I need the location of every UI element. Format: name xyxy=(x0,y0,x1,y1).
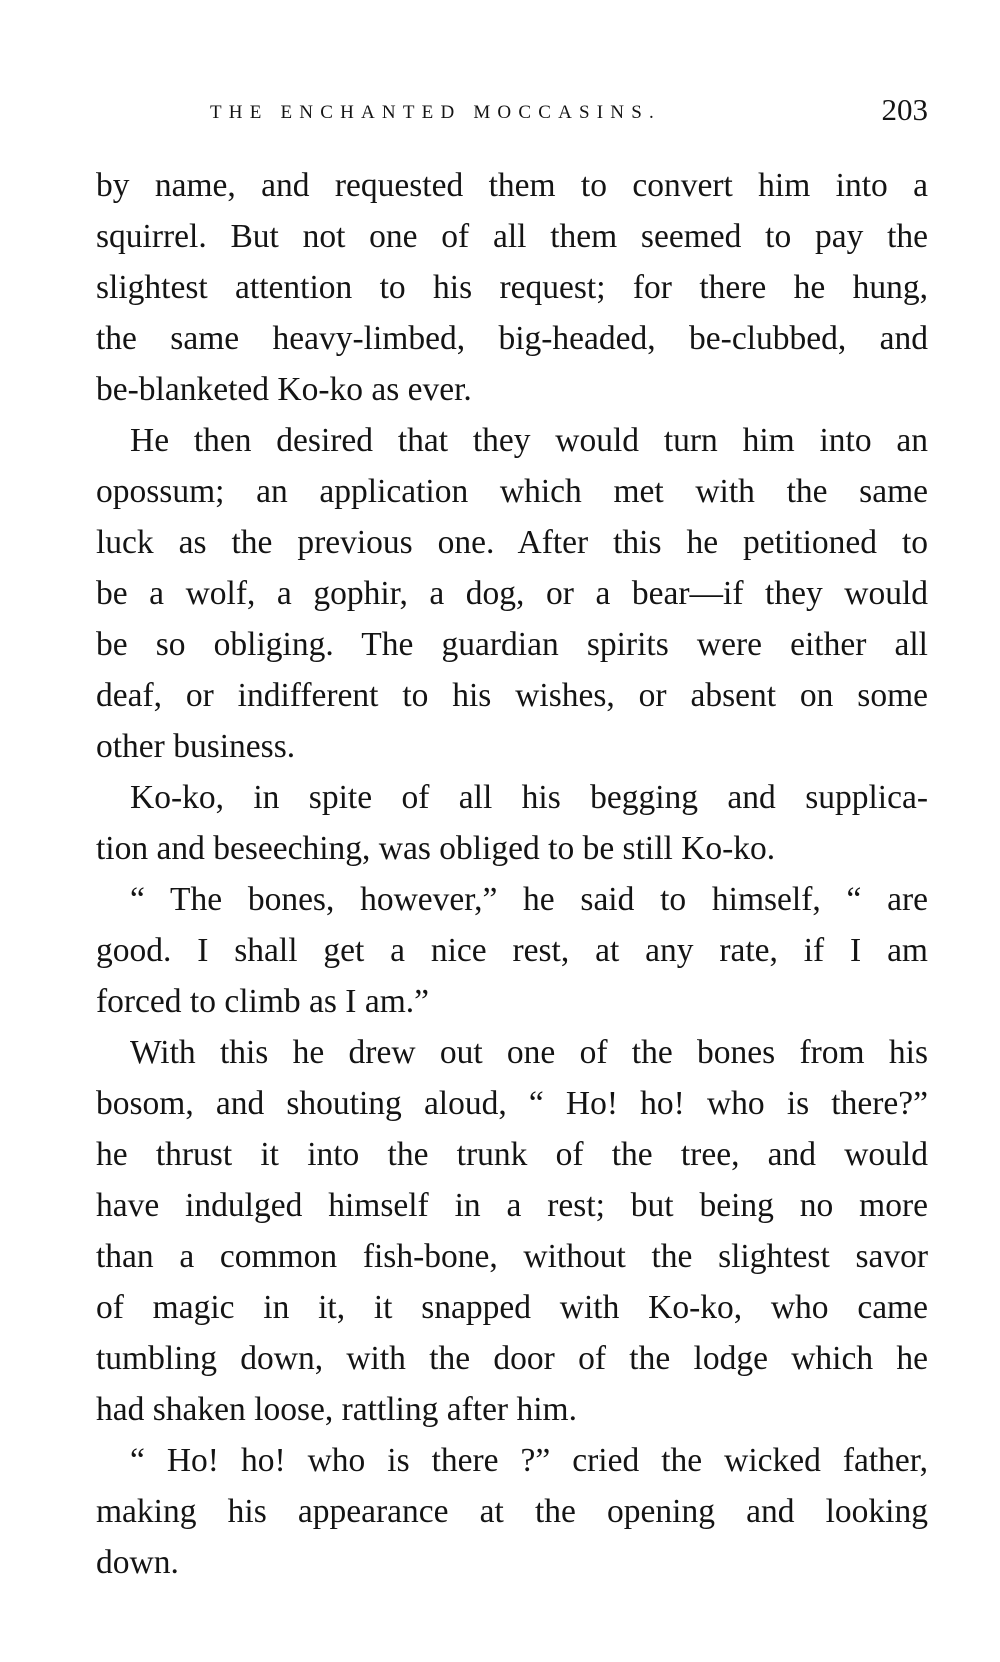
text-line: by name, and requested them to convert him into a xyxy=(96,167,928,204)
text-line: slightest attention to his request; for there he hung, xyxy=(96,269,928,306)
text-line: luck as the previous one. After this he petitioned to xyxy=(96,524,928,561)
text-line: good. I shall get a nice rest, at any rate, if I am xyxy=(96,932,928,969)
text-line: had shaken loose, rattling after him. xyxy=(96,1391,577,1428)
text-line: be a wolf, a gophir, a dog, or a bear—if they would xyxy=(96,575,928,612)
text-line: Ko-ko, in spite of all his begging and supplica- xyxy=(130,779,928,816)
paragraph-2 xyxy=(96,415,928,772)
text-line: he thrust it into the trunk of the tree, and would xyxy=(96,1136,928,1173)
text-line: tumbling down, with the door of the lodge which he xyxy=(96,1340,928,1377)
text-line: “ The bones, however,” he said to himself, “ are xyxy=(130,881,928,918)
running-head xyxy=(210,92,928,132)
text-line: other business. xyxy=(96,728,296,765)
text-line: forced to climb as I am.” xyxy=(96,983,430,1020)
text-line: With this he drew out one of the bones from his xyxy=(130,1034,928,1071)
running-title: THE ENCHANTED MOCCASINS. xyxy=(210,102,661,123)
text-line: making his appearance at the opening and looking xyxy=(96,1493,928,1530)
paragraph-1 xyxy=(96,160,928,415)
text-line: the same heavy-limbed, big-headed, be-clubbed, and xyxy=(96,320,928,357)
text-line: than a common fish-bone, without the slightest savor xyxy=(96,1238,928,1275)
text-line: be so obliging. The guardian spirits were either all xyxy=(96,626,928,663)
text-line: of magic in it, it snapped with Ko-ko, who came xyxy=(96,1289,928,1326)
page-number: 203 xyxy=(881,92,928,127)
paragraph-6 xyxy=(96,1435,928,1588)
paragraph-4 xyxy=(96,874,928,1027)
text-line: opossum; an application which met with the same xyxy=(96,473,928,510)
text-line: down. xyxy=(96,1544,179,1581)
text-line: bosom, and shouting aloud, “ Ho! ho! who is there?” xyxy=(96,1085,928,1122)
text-line: tion and beseeching, was obliged to be still Ko-ko. xyxy=(96,830,776,867)
text-line: “ Ho! ho! who is there ?” cried the wicked father, xyxy=(130,1442,928,1479)
text-line: deaf, or indifferent to his wishes, or absent on some xyxy=(96,677,928,714)
body-text xyxy=(96,160,928,1588)
text-line: be-blanketed Ko-ko as ever. xyxy=(96,371,472,408)
paragraph-5 xyxy=(96,1027,928,1435)
text-line: have indulged himself in a rest; but being no more xyxy=(96,1187,928,1224)
paragraph-3 xyxy=(96,772,928,874)
text-line: He then desired that they would turn him into an xyxy=(130,422,928,459)
text-line: squirrel. But not one of all them seemed to pay the xyxy=(96,218,928,255)
